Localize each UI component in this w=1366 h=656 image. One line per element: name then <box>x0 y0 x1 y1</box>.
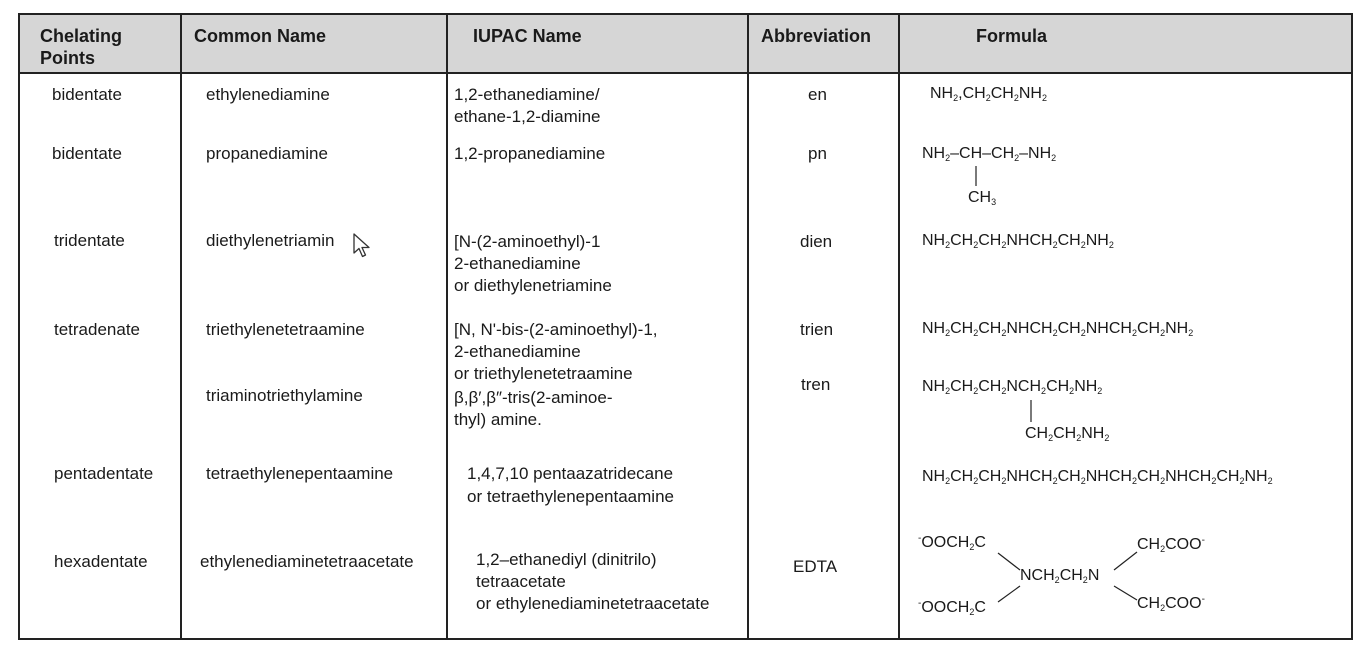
formula-tren-branch: $CH_2CH_2NH_2$ <box>1025 425 1110 443</box>
header-common-name: Common Name <box>194 26 327 46</box>
chelating-points-cell: hexadentate <box>54 552 148 571</box>
iupac-name-line: 1,2–ethanediyl (dinitrilo) <box>476 550 657 569</box>
iupac-name-line: β,β′,β″-tris(2-aminoe- <box>454 388 613 407</box>
formula-edta-top-left: $^-OOCH_2C$ <box>918 533 986 552</box>
iupac-name-line: or ethylenediaminetetraacetate <box>476 594 710 613</box>
iupac-name-line: [N-(2-aminoethyl)-1 <box>454 232 601 251</box>
iupac-name-line: ethane-1,2-diamine <box>454 107 601 126</box>
chelating-points-cell: bidentate <box>52 144 122 163</box>
chelating-points-cell: bidentate <box>52 85 122 104</box>
common-name-cell: tetraethylenepentaamine <box>206 464 394 483</box>
common-name-cell: triethylenetetraamine <box>206 320 365 339</box>
column-divider <box>180 15 182 639</box>
iupac-name-line: 1,2-ethanediamine/ <box>454 85 600 104</box>
chelating-points-cell: tridentate <box>54 231 125 250</box>
abbreviation-cell: tren <box>801 375 831 394</box>
chelating-points-cell: pentadentate <box>54 464 154 483</box>
column-divider <box>446 15 448 639</box>
formula-edta-top-right: $CH_2COO^-$ <box>1137 535 1205 554</box>
formula-edta-bottom-left: $^-OOCH_2C$ <box>918 598 986 617</box>
abbreviation-cell: trien <box>800 320 834 339</box>
formula-tetraen: $NH_2CH_2CH_2NHCH_2CH_2NHCH_2CH_2NHCH_2CH_2NH_2$ <box>922 468 1273 486</box>
iupac-name-line: 1,4,7,10 pentaazatridecane <box>467 464 674 483</box>
formula-edta-bottom-right: $CH_2COO^-$ <box>1137 594 1205 613</box>
header-abbreviation: Abbreviation <box>761 26 872 46</box>
formula-edta-center: $NCH_2CH_2N$ <box>1020 567 1100 585</box>
header-chelating-points: Chelating Points <box>40 26 123 68</box>
iupac-name-line: thyl) amine. <box>454 410 542 429</box>
iupac-name-line: tetraacetate <box>476 572 566 591</box>
abbreviation-cell: en <box>808 85 827 104</box>
abbreviation-cell: EDTA <box>793 557 838 576</box>
iupac-name-line: or triethylenetetraamine <box>454 364 633 383</box>
iupac-name-line: 2-ethanediamine <box>454 342 581 361</box>
common-name-cell: ethylenediamine <box>206 85 330 104</box>
common-name-cell: ethylenediaminetetraacetate <box>200 552 414 571</box>
iupac-name-line: 1,2-propanediamine <box>454 144 606 163</box>
common-name-cell: diethylenetriamin <box>206 231 335 250</box>
formula-en: $NH_2,CH_2CH_2NH_2$ <box>930 85 1047 103</box>
formula-dien: $NH_2CH_2CH_2NHCH_2CH_2NH_2$ <box>922 232 1114 250</box>
iupac-name-line: or tetraethylenepentaamine <box>467 487 674 506</box>
formula-pn-main: $NH_2-CH-CH_2-NH_2$ <box>922 145 1057 163</box>
mouse-pointer-icon <box>352 232 374 260</box>
iupac-name-line: 2-ethanediamine <box>454 254 581 273</box>
column-divider <box>747 15 749 639</box>
column-divider <box>898 15 900 639</box>
iupac-name-line: [N, N'-bis-(2-aminoethyl)-1, <box>454 320 658 339</box>
abbreviation-cell: pn <box>808 144 827 163</box>
header-iupac-name: IUPAC Name <box>473 26 582 46</box>
common-name-cell: triaminotriethylamine <box>206 386 363 405</box>
abbreviation-cell: dien <box>800 232 833 251</box>
common-name-cell: propanediamine <box>206 144 328 163</box>
header-formula: Formula <box>976 26 1048 46</box>
formula-trien: $NH_2CH_2CH_2NHCH_2CH_2NHCH_2CH_2NH_2$ <box>922 320 1194 338</box>
iupac-name-line: or diethylenetriamine <box>454 276 612 295</box>
formula-tren-main: $NH_2CH_2CH_2NCH_2CH_2NH_2$ <box>922 378 1103 396</box>
chelating-points-cell: tetradenate <box>54 320 141 339</box>
formula-pn-branch: $CH_3$ <box>968 189 997 207</box>
